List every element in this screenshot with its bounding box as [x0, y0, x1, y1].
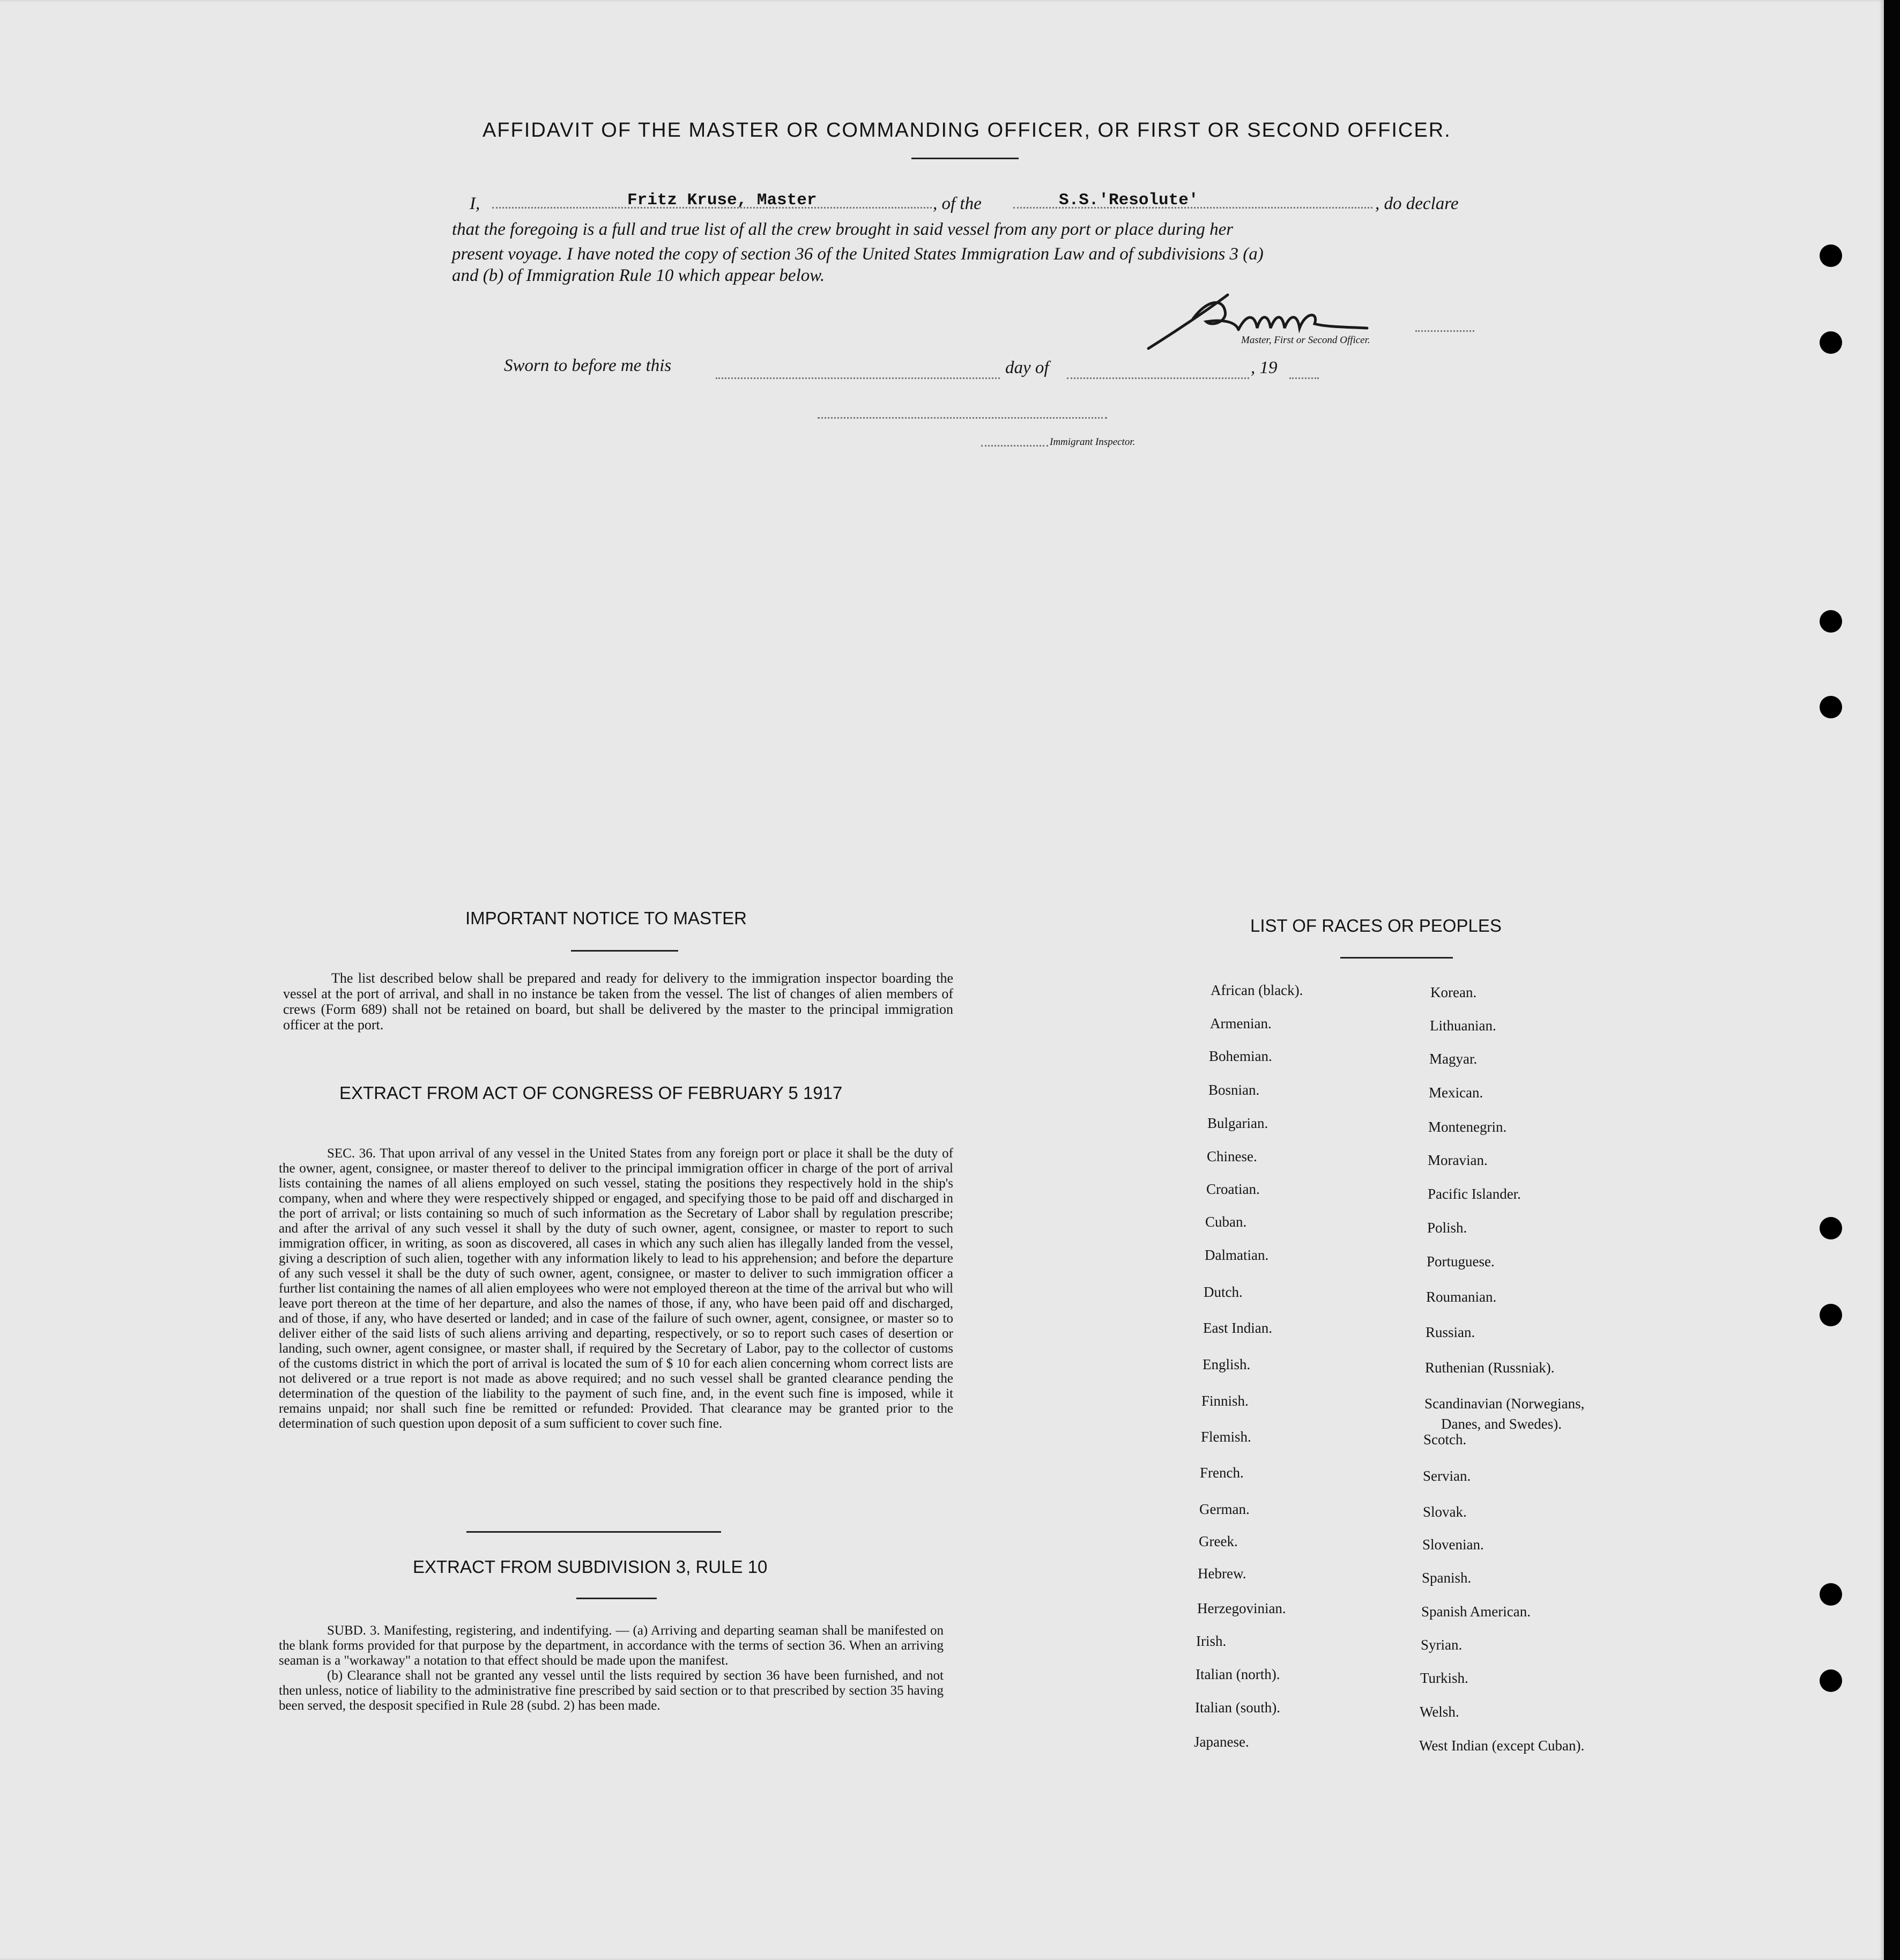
race-item: African (black). [1211, 982, 1303, 998]
race-item: Servian. [1423, 1468, 1471, 1484]
race-item: Croatian. [1206, 1181, 1260, 1197]
race-item: Dutch. [1204, 1284, 1243, 1300]
race-item: Dalmatian. [1205, 1247, 1269, 1263]
race-item: Italian (south). [1195, 1699, 1280, 1716]
race-item: Cuban. [1205, 1214, 1247, 1230]
race-item: Magyar. [1429, 1051, 1478, 1067]
race-item: Japanese. [1194, 1734, 1249, 1750]
race-item: Montenegrin. [1428, 1119, 1507, 1135]
race-item: Italian (north). [1196, 1666, 1280, 1682]
race-item: Portuguese. [1427, 1253, 1495, 1269]
binder-hole [1820, 331, 1842, 354]
rule-rule [576, 1598, 657, 1599]
race-item: Irish. [1196, 1633, 1227, 1649]
race-item: Mexican. [1429, 1085, 1483, 1101]
race-item: Slovenian. [1422, 1536, 1484, 1553]
races-title: LIST OF RACES OR PEOPLES [1250, 916, 1502, 936]
race-item: Russian. [1426, 1324, 1475, 1340]
title-rule [911, 158, 1019, 159]
race-item: Lithuanian. [1430, 1018, 1496, 1034]
race-item: Herzegovinian. [1197, 1600, 1286, 1616]
signature-dotted-line [1415, 330, 1474, 332]
affidavit-line-2: that the foregoing is a full and true list of all the crew brought in said vessel from any port or place during her [452, 220, 1234, 239]
race-item: Bohemian. [1209, 1048, 1272, 1064]
notice-text: The list described below shall be prepared and ready for delivery to the immigration inspector boarding the vessel at the port of arrival, and shall in no instance be taken from the vessel. The list of changes of alien members of crews (Form 689) shall not be retained on board, but shall be delivered by the master to the principal immigration officer at the port. [283, 970, 953, 1033]
race-item: Scotch. [1423, 1431, 1467, 1447]
master-name: Fritz Kruse, Master [627, 191, 817, 210]
race-item: Hebrew. [1198, 1565, 1246, 1582]
race-item: Korean. [1430, 984, 1477, 1000]
binder-hole [1820, 610, 1842, 633]
notice-title: IMPORTANT NOTICE TO MASTER [465, 908, 747, 928]
inspector-dotted-line [981, 445, 1048, 447]
race-item: Finnish. [1201, 1393, 1249, 1409]
sworn-label: Sworn to before me this [504, 356, 672, 375]
race-item: Armenian. [1210, 1015, 1272, 1031]
race-item: Greek. [1199, 1533, 1238, 1549]
race-item: Flemish. [1201, 1429, 1251, 1445]
race-item: Welsh. [1420, 1704, 1459, 1720]
year-dotted-line [1289, 377, 1319, 379]
binder-hole [1820, 696, 1842, 718]
race-item: Bulgarian. [1207, 1115, 1268, 1131]
race-item: East Indian. [1203, 1320, 1272, 1336]
binder-hole [1820, 244, 1842, 267]
act-rule [466, 1531, 721, 1533]
race-item: Danes, and Swedes). [1441, 1416, 1562, 1432]
race-item: Spanish American. [1421, 1603, 1531, 1620]
affidavit-line-4: and (b) of Immigration Rule 10 which appear below. [452, 266, 825, 285]
race-item: West Indian (except Cuban). [1419, 1738, 1585, 1754]
month-dotted-line [1067, 377, 1249, 379]
year-prefix: , 19 [1251, 358, 1278, 377]
race-item: French. [1200, 1465, 1244, 1481]
act-title: EXTRACT FROM ACT OF CONGRESS OF FEBRUARY 5 1917 [339, 1083, 843, 1103]
race-item: Chinese. [1207, 1148, 1257, 1164]
notice-rule [571, 950, 678, 952]
race-item: German. [1199, 1501, 1250, 1517]
rule-text [279, 1623, 944, 1713]
sworn-day-dotted-line [716, 377, 1000, 379]
day-label: day of [1005, 358, 1049, 377]
race-item: English. [1203, 1356, 1251, 1372]
subdivision-3b-text: (b) Clearance shall not be granted any vessel until the lists required by section 36 have been furnished, and not then unless, notice of liability to the administrative fine prescribed by said section or to that prescribed by section 35 having been served, the desposit specified in Rule 28 (subd. 2) has been made. [279, 1668, 944, 1713]
affidavit-declare: , do declare [1375, 194, 1459, 213]
affidavit-line-3: present voyage. I have noted the copy of section 36 of the United States Immigration Law and of subdivisions 3 (a) [452, 244, 1264, 264]
race-item: Scandinavian (Norwegians, [1424, 1395, 1585, 1412]
rule-title: EXTRACT FROM SUBDIVISION 3, RULE 10 [413, 1557, 768, 1577]
race-item: Bosnian. [1208, 1082, 1260, 1098]
race-item: Roumanian. [1426, 1289, 1497, 1305]
section-36-text: SEC. 36. That upon arrival of any vessel in the United States from any foreign port or place it shall be the duty of the owner, agent, consignee, or master thereof to deliver to the principal immigration officer in charge of the port of arrival lists containing the names of all aliens employed on such vessel, stating the positions they respectively hold in the ship's company, when and where they were respectively shipped or engaged, and specifying those to be paid off and discharged in the port of arrival; or lists containing so much of such information as the Secretary of Labor shall by regulation prescribe; and after the arrival of any such vessel it shall by the duty of such owner, agent, consignee, or master to report to such immigration officer, in writing, as soon as discovered, all cases in which any such alien has illegally landed from the vessel, giving a description of such alien, together with any information likely to lead to his apprehension; and before the departure of any such vessel it shall be the duty of such owner, agent, consignee, or master to deliver to such immigration officer a further list containing the names of all alien employees who were not employed thereon at the time of the arrival but who will leave port thereon at the time of her departure, and also the names of those, if any, who have been paid off and discharged, and of those, if any, who have deserted or landed; and in case of the failure of such owner, agent, consignee, or master so to deliver either of the said lists of such aliens arriving and departing, respectively, or so to report such cases of desertion or landing, such owner, agent consignee, or master shall, if required by the Secretary of Labor, pay to the collector of customs of the customs district in which the port of arrival is located the sum of $ 10 for each alien concerning whom correct lists are not delivered or a true report is not made as above required; and no such vessel shall be granted clearance pending the determination of the question of the liability to the payment of such fine, and, in the event such fine is imposed, while it remains unpaid; nor shall such fine be remitted or refunded: Provided. That clearance may be granted prior to the determination of such question upon deposit of a sum sufficient to cover such fine. [279, 1146, 953, 1431]
inspector-label: Immigrant Inspector. [1050, 436, 1135, 448]
affidavit-of-the: , of the [933, 194, 982, 213]
race-item: Turkish. [1420, 1670, 1468, 1686]
vessel-name: S.S.'Resolute' [1059, 191, 1199, 210]
race-item: Polish. [1427, 1220, 1467, 1236]
race-item: Ruthenian (Russniak). [1425, 1360, 1555, 1376]
signature-label: Master, First or Second Officer. [1241, 335, 1370, 346]
binder-hole [1820, 1669, 1842, 1692]
binder-hole [1820, 1217, 1842, 1239]
binder-hole [1820, 1304, 1842, 1326]
race-item: Moravian. [1428, 1152, 1488, 1168]
race-item: Syrian. [1421, 1637, 1463, 1653]
inspector-signature-line [818, 417, 1107, 419]
affidavit-i: I, [470, 194, 480, 213]
subdivision-3a-text: SUBD. 3. Manifesting, registering, and indentifying. — (a) Arriving and departing seaman shall be manifested on the blank forms provided for that purpose by the department, in accordance with the terms of section 36. When an arriving seaman is a "workaway" a notation to that effect should be made upon the manifest. [279, 1623, 944, 1668]
affidavit-title: AFFIDAVIT OF THE MASTER OR COMMANDING OFFICER, OR FIRST OR SECOND OFFICER. [483, 119, 1451, 142]
race-item: Slovak. [1423, 1504, 1467, 1520]
binder-hole [1820, 1583, 1842, 1606]
scan-edge [1884, 0, 1900, 1960]
race-item: Spanish. [1422, 1570, 1472, 1586]
races-rule [1340, 957, 1453, 959]
race-item: Pacific Islander. [1428, 1186, 1521, 1202]
